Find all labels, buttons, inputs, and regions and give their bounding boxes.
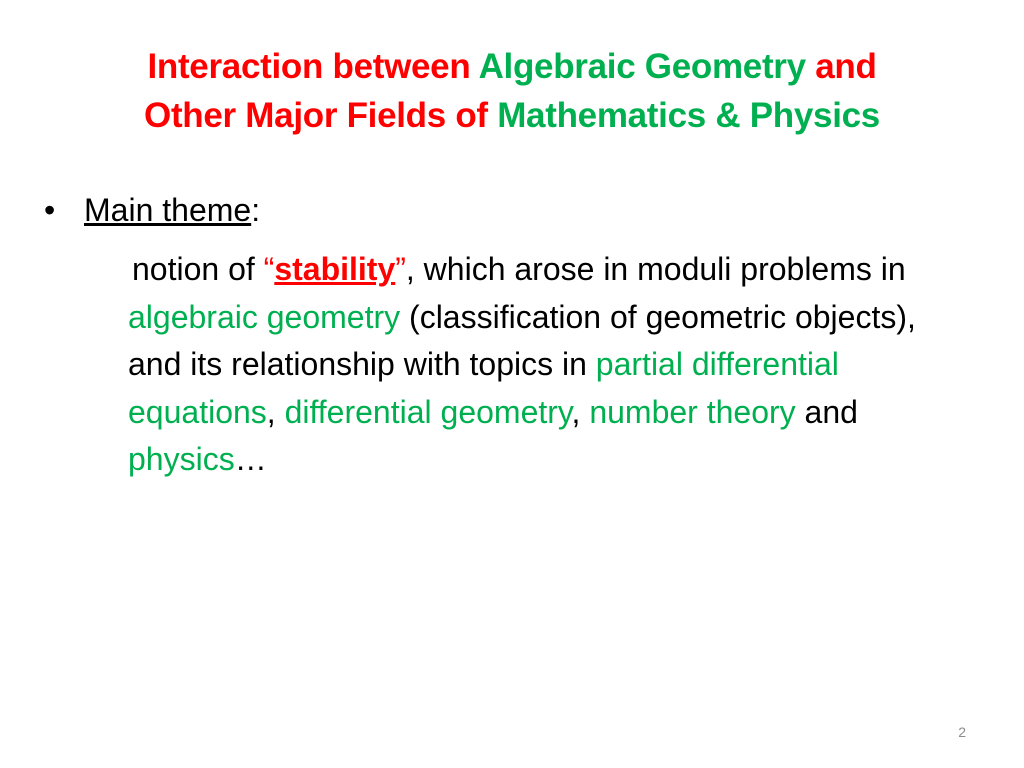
bullet-symbol: • (44, 192, 56, 228)
text-notion-of: notion of (132, 251, 264, 287)
slide-title (40, 42, 984, 140)
text-moduli-problems: , which arose in moduli problems in (405, 251, 906, 287)
term-stability: stability (274, 251, 396, 287)
main-theme-colon: : (251, 192, 261, 228)
bullet-main-theme (44, 190, 260, 230)
title-part-math-physics: Mathematics & Physics (497, 96, 880, 135)
term-pde: partial differential equations (128, 346, 839, 430)
page-number: 2 (958, 724, 966, 740)
title-part-interaction: Interaction between (147, 47, 479, 86)
open-quote: “ (263, 251, 275, 287)
title-part-algebraic-geometry: Algebraic Geometry (478, 47, 806, 86)
term-algebraic-geometry: algebraic geometry (128, 298, 401, 335)
close-quote: ” (395, 251, 406, 287)
text-ellipsis: … (234, 441, 267, 477)
term-number-theory: number theory (589, 393, 796, 430)
text-classification: (classification of geometric objects), and its relationship with topics in (128, 298, 916, 382)
term-differential-geometry: differential geometry (284, 393, 572, 430)
main-theme-description (128, 246, 948, 484)
text-comma-2: , (571, 393, 590, 430)
text-comma-1: , (266, 393, 285, 430)
title-part-and: and (805, 47, 877, 86)
term-physics: physics (128, 441, 235, 477)
title-part-other-fields: Other Major Fields of (144, 96, 498, 135)
text-and: and (795, 393, 858, 430)
main-theme-label: Main theme (84, 192, 252, 228)
